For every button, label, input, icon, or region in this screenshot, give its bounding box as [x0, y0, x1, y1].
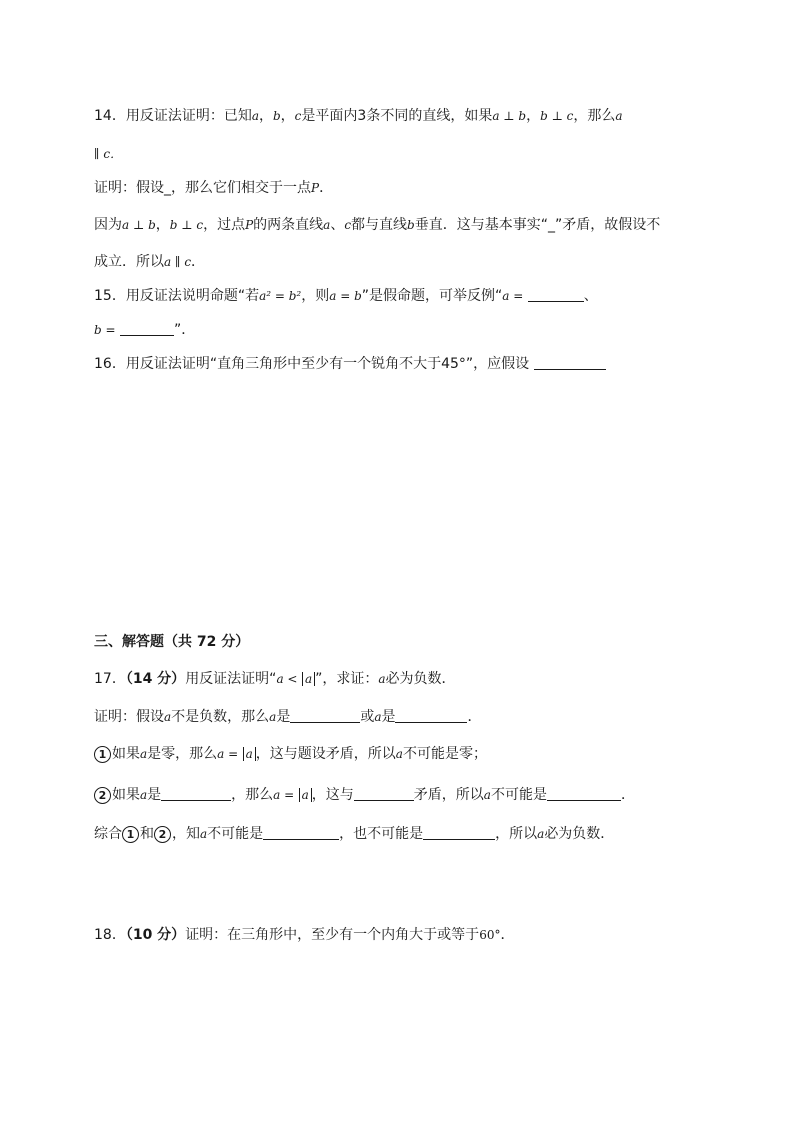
score: （14 分）	[125, 671, 186, 687]
math-expression: a =	[502, 289, 524, 303]
text: 的两条直线	[253, 217, 324, 233]
answer-blank[interactable]	[534, 355, 606, 370]
math-expression: a =	[273, 788, 295, 802]
text: 是	[381, 709, 396, 725]
math-a: a	[140, 747, 148, 761]
text: 矛盾，所以	[413, 787, 484, 803]
math-a: a	[140, 788, 148, 802]
math-a: a	[483, 788, 491, 802]
q17-line-5	[94, 824, 614, 844]
text: 因为	[94, 217, 122, 233]
text: 证明：假设_，那么它们相交于一点	[94, 180, 311, 196]
text: 证明：在三角形中，至少有一个内角大于或等于	[185, 927, 480, 943]
math-abs: a	[243, 747, 256, 761]
circled-number: 2	[94, 787, 111, 804]
q15-line-1	[94, 286, 598, 306]
math-degree: 60°	[479, 928, 501, 942]
q14-line-1	[94, 106, 623, 126]
text: 必为负数．	[385, 671, 456, 687]
math-expression: b =	[94, 323, 116, 337]
text: 是	[276, 709, 291, 725]
math-p: P	[245, 218, 254, 232]
text: 是平面内3条不同的直线，如果	[301, 108, 493, 124]
text: 用反证法证明“	[185, 671, 277, 687]
text: ，也不可能是	[339, 826, 424, 842]
text: 都与直线	[351, 217, 408, 233]
text: 、	[330, 217, 345, 233]
q14-line-5	[94, 252, 205, 272]
text: 垂直．这与基本事实“_”矛盾，故假设不	[414, 217, 661, 233]
text: ，那么	[231, 787, 274, 803]
q15-line-2	[94, 320, 195, 340]
math-a: a	[395, 747, 403, 761]
math-a: a	[251, 109, 259, 123]
text: 、	[583, 288, 598, 304]
math-a: a	[378, 672, 386, 686]
math-a: a	[323, 218, 331, 232]
question-number: 14．	[94, 108, 126, 124]
math-a: a	[537, 827, 545, 841]
text: 不是负数，那么	[171, 709, 270, 725]
answer-blank[interactable]	[354, 786, 414, 801]
answer-blank[interactable]	[395, 708, 467, 723]
answer-blank[interactable]	[290, 708, 360, 723]
text: 证明：假设	[94, 709, 164, 725]
text: 不可能是	[207, 826, 264, 842]
answer-blank[interactable]	[161, 786, 231, 801]
math-relation: b ⊥ c	[540, 109, 574, 123]
text: ，过点	[203, 217, 246, 233]
circled-number: 2	[154, 826, 171, 843]
text: 用反证法证明“直角三角形中至少有一个锐角不大于45°”，应假设	[125, 356, 530, 372]
text: ，	[280, 108, 295, 124]
math-expression: a <	[276, 672, 298, 686]
text: ．	[191, 254, 206, 270]
question-number: 17．	[94, 671, 126, 687]
text: 是	[147, 787, 162, 803]
score: （10 分）	[125, 927, 186, 943]
math-expression: a² = b²	[259, 289, 302, 303]
q17-line-3	[94, 744, 487, 764]
circled-number: 1	[94, 746, 111, 763]
math-a: a	[200, 827, 208, 841]
math-abs: a	[299, 788, 312, 802]
math-p: P	[311, 181, 320, 195]
math-expression: a = b	[329, 289, 362, 303]
q14-line-4	[94, 215, 660, 235]
q17-line-2	[94, 707, 481, 727]
text: ，所以	[495, 826, 538, 842]
math-a: a	[374, 710, 382, 724]
math-abs: a	[302, 672, 315, 686]
text: ，则	[301, 288, 330, 304]
math-b: b	[272, 109, 281, 123]
question-number: 16．	[94, 356, 126, 372]
answer-blank[interactable]	[263, 825, 339, 840]
text: 成立．所以	[94, 254, 164, 270]
math-relation: a ⊥ b	[492, 109, 527, 123]
math-c: c	[344, 218, 352, 232]
text: ，这与	[311, 787, 354, 803]
math-parallel: ∥ c．	[94, 147, 123, 161]
math-relation: a ⊥ b	[122, 218, 156, 232]
answer-blank[interactable]	[423, 825, 495, 840]
text: ，这与题设矛盾，所以	[255, 746, 396, 762]
q17-line-4	[94, 785, 635, 805]
q16-line	[94, 354, 606, 374]
text: 不可能是	[490, 787, 547, 803]
text: ，知	[172, 826, 200, 842]
q17-line-1	[94, 669, 456, 689]
text: 如果	[112, 746, 140, 762]
text: ”，求证：	[315, 671, 379, 687]
section-title-text: 三、解答题（共 72 分）	[94, 634, 250, 650]
section-title	[94, 632, 249, 652]
text: ．	[467, 709, 482, 725]
text: ．	[620, 787, 635, 803]
circled-number: 1	[122, 826, 139, 843]
text: ．	[319, 180, 334, 196]
text: 或	[360, 709, 375, 725]
math-relation: b ⊥ c	[169, 218, 204, 232]
text: ，	[526, 108, 541, 124]
text: ．	[500, 927, 515, 943]
question-number: 18．	[94, 927, 126, 943]
math-expression: a =	[217, 747, 239, 761]
answer-blank[interactable]	[547, 786, 621, 801]
answer-blank[interactable]	[528, 287, 584, 302]
q14-line-3	[94, 178, 333, 198]
text: 用反证法说明命题“若	[125, 288, 260, 304]
text: ”．	[174, 322, 196, 338]
math-b: b	[407, 218, 415, 232]
text: 用反证法证明：已知	[125, 108, 252, 124]
text: ”是假命题，可举反例“	[361, 288, 503, 304]
math-a: a	[269, 710, 277, 724]
math-a: a	[615, 109, 623, 123]
q14-line-2	[94, 144, 122, 164]
text: 如果	[112, 787, 140, 803]
text: 和	[140, 826, 154, 842]
question-number: 15．	[94, 288, 126, 304]
text: 是零，那么	[147, 746, 218, 762]
text: 必为负数．	[544, 826, 615, 842]
math-relation: a ∥ c	[164, 255, 192, 269]
text: ，	[155, 217, 170, 233]
text: ，那么	[573, 108, 616, 124]
text: 综合	[94, 826, 122, 842]
answer-blank[interactable]	[120, 321, 174, 336]
math-c: c	[294, 109, 302, 123]
q18-line	[94, 925, 514, 945]
text: ，	[258, 108, 273, 124]
math-a: a	[164, 710, 172, 724]
text: 不可能是零；	[402, 746, 487, 762]
